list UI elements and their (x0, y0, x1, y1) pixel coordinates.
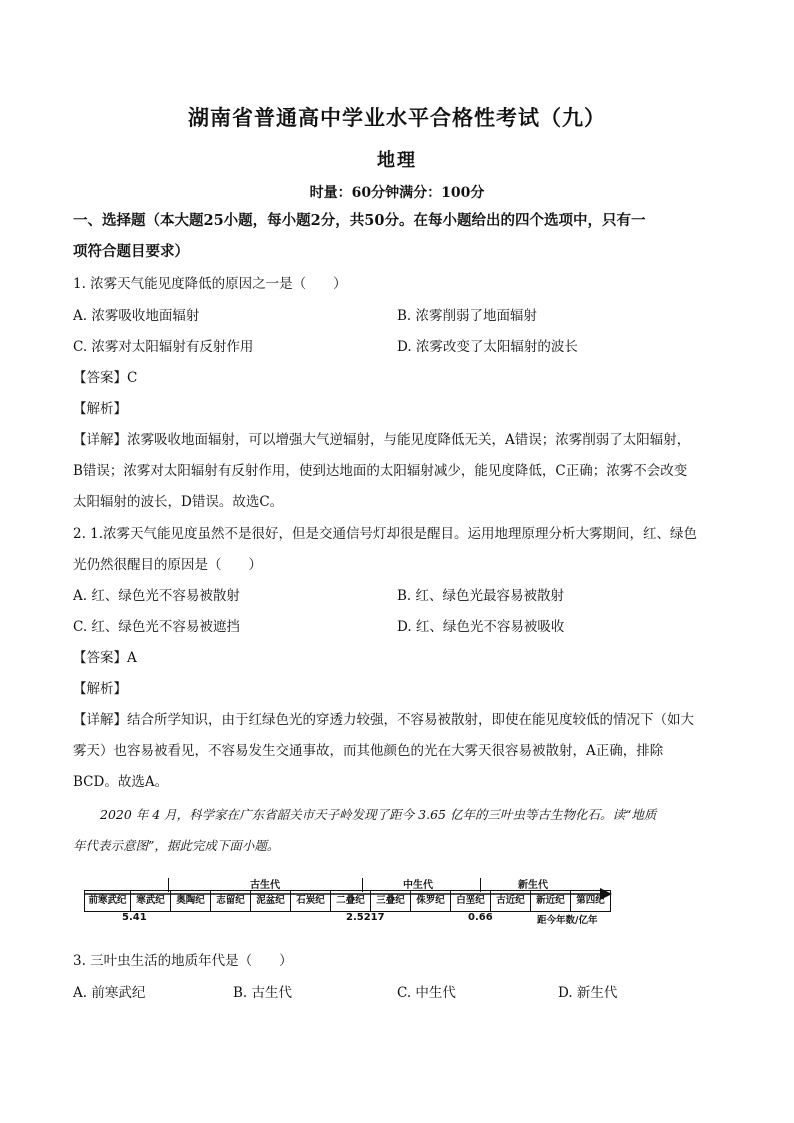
q2-stem-line1: 2. 1.浓雾天气能见度虽然不是很好，但是交通信号灯却很是醒目。运用地理原理分析大雾期间，红、绿色 (73, 526, 698, 542)
material-intro-line2: 年代表示意图”，据此完成下面小题。 (73, 838, 280, 853)
q2-detail-line2: 雾天）也容易被看见，不容易发生交通事故，而其他颜色的光在大雾天很容易被散射，A正确，排除 (73, 743, 664, 759)
q2-stem-line2: 光仍然很醒目的原因是（ ） (73, 557, 262, 573)
time-score-line: 时量：60分钟满分：100分 (309, 185, 485, 201)
q3-option-d[interactable]: D. 新生代 (558, 985, 618, 1001)
period-paleogene: 古近纪 (491, 890, 531, 912)
q1-detail-line3: 太阳辐射的波长，D错误。故选C。 (73, 494, 284, 510)
timeline-number-25217: 2.5217 (346, 912, 385, 923)
period-precambrian: 前寒武纪 (84, 890, 131, 912)
period-devonian: 泥盆纪 (251, 890, 291, 912)
q1-detail-line1: 【详解】浓雾吸收地面辐射，可以增强大气逆辐射，与能见度降低无关，A错误；浓雾削弱了太阳辐射， (73, 432, 691, 448)
period-silurian: 志留纪 (211, 890, 251, 912)
period-jurassic: 侏罗纪 (411, 890, 451, 912)
q1-stem: 1. 浓雾天气能见度降低的原因之一是（ ） (73, 276, 347, 292)
q2-answer: 【答案】A (73, 650, 137, 666)
q1-option-d[interactable]: D. 浓雾改变了太阳辐射的波长 (397, 339, 578, 355)
q1-option-b[interactable]: B. 浓雾削弱了地面辐射 (397, 308, 538, 324)
q2-detail-line1: 【详解】结合所学知识，由于红绿色光的穿透力较强，不容易被散射，即使在能见度较低的情况下（如大 (73, 712, 694, 728)
q2-analysis-label: 【解析】 (73, 681, 127, 697)
q1-analysis-label: 【解析】 (73, 401, 127, 417)
era-mesozoic: 中生代 (403, 880, 433, 891)
period-cretaceous: 白垩纪 (451, 890, 491, 912)
timeline-number-541: 5.41 (122, 912, 147, 923)
timeline-axis-label: 距今年数/亿年 (537, 915, 598, 926)
q1-detail-line2: B错误；浓雾对太阳辐射有反射作用，使到达地面的太阳辐射减少，能见度降低，C正确；浓雾不会改变 (73, 463, 688, 479)
era-paleozoic: 古生代 (250, 880, 280, 891)
period-carboniferous: 石炭纪 (291, 890, 331, 912)
section-heading-line2: 项符合题目要求） (73, 243, 189, 260)
period-cambrian: 寒武纪 (131, 890, 171, 912)
q3-option-c[interactable]: C. 中生代 (397, 985, 456, 1001)
period-permian: 二叠纪 (331, 890, 371, 912)
q2-option-d[interactable]: D. 红、绿色光不容易被吸收 (397, 619, 565, 635)
q3-option-b[interactable]: B. 古生代 (233, 985, 293, 1001)
period-neogene: 新近纪 (531, 890, 571, 912)
q2-option-c[interactable]: C. 红、绿色光不容易被遮挡 (73, 619, 240, 635)
q3-option-a[interactable]: A. 前寒武纪 (73, 985, 146, 1001)
section-heading-line1: 一、选择题（本大题25小题，每小题2分，共50分。在每小题给出的四个选项中，只有一 (73, 212, 646, 229)
subject-title: 地理 (377, 150, 417, 171)
q1-answer: 【答案】C (73, 370, 138, 386)
exam-title: 湖南省普通高中学业水平合格性考试（九） (188, 105, 606, 130)
q2-detail-line3: BCD。故选A。 (73, 774, 169, 790)
material-intro-line1: 2020 年 4 月，科学家在广东省韶关市天子岭发现了距今 3.65 亿年的三叶虫等古生物化石。读“地质 (100, 807, 657, 822)
period-quaternary: 第四纪 (571, 890, 611, 912)
q1-option-a[interactable]: A. 浓雾吸收地面辐射 (73, 308, 200, 324)
geologic-timeline-figure (84, 872, 614, 930)
period-triassic: 三叠纪 (371, 890, 411, 912)
q3-stem: 3. 三叶虫生活的地质年代是（ ） (73, 953, 293, 969)
period-ordovician: 奥陶纪 (171, 890, 211, 912)
timeline-number-066: 0.66 (468, 912, 493, 923)
q2-option-a[interactable]: A. 红、绿色光不容易被散射 (73, 588, 240, 604)
era-cenozoic: 新生代 (518, 880, 548, 891)
q1-option-c[interactable]: C. 浓雾对太阳辐射有反射作用 (73, 339, 254, 355)
q2-option-b[interactable]: B. 红、绿色光最容易被散射 (397, 588, 565, 604)
